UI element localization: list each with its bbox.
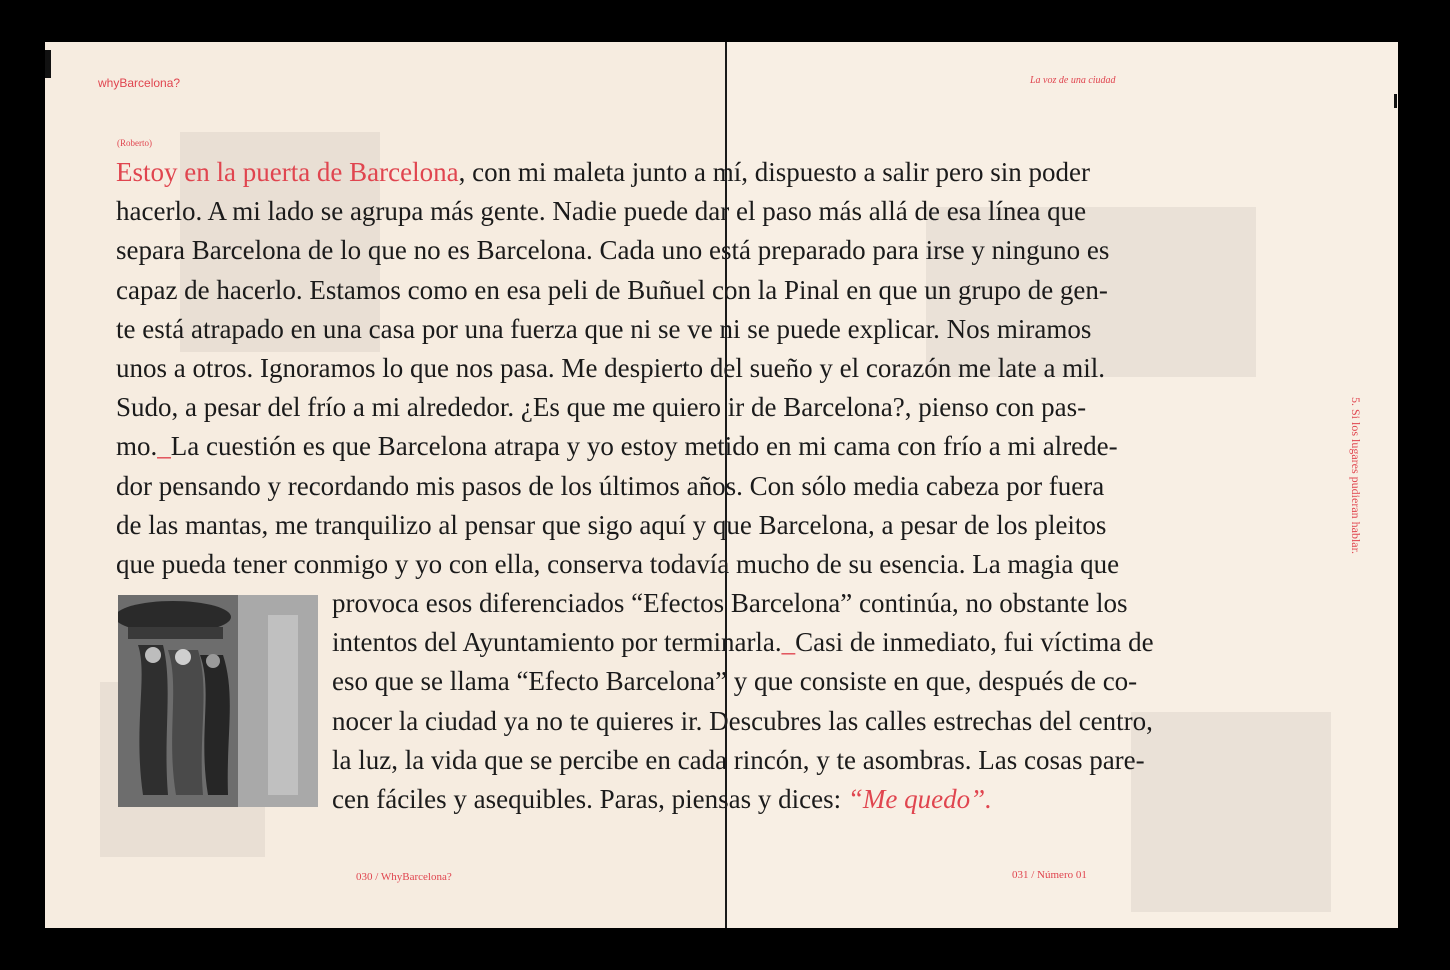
text-line: la luz, la vida que se percibe en cada rincón, y te asombras. Las cosas pare- <box>332 744 1145 775</box>
edge-mark <box>1394 94 1397 108</box>
edge-mark <box>45 50 51 78</box>
text-line: unos a otros. Ignoramos lo que nos pasa. Me despierto del sueño y el corazón me late a mil. <box>116 352 1105 383</box>
text-line: que pueda tener conmigo y yo con ella, conserva todavía mucho de su esencia. La magia que <box>116 548 1120 579</box>
running-header-right: La voz de una ciudad <box>1030 75 1116 86</box>
author-byline: (Roberto) <box>117 138 152 148</box>
text-line: separa Barcelona de lo que no es Barcelona. Cada uno está preparado para irse y ninguno es <box>116 235 1110 266</box>
text-line: mo._La cuestión es que Barcelona atrapa y yo estoy metido en mi cama con frío a mi alrede- <box>116 431 1118 462</box>
text-line: Sudo, a pesar del frío a mi alrededor. ¿Es que me quiero ir de Barcelona?, pienso con pas- <box>116 392 1087 423</box>
paragraph-mark: _ <box>781 627 796 658</box>
text-line: cen fáciles y asequibles. Paras, piensas y dices: “Me quedo”. <box>332 784 992 814</box>
text-line: intentos del Ayuntamiento por terminarla._Casi de inmediato, fui víctima de <box>332 627 1154 658</box>
fountain-photo <box>118 595 318 807</box>
page-folio-left: 030 / WhyBarcelona? <box>356 871 452 883</box>
page-folio-right: 031 / Número 01 <box>1012 869 1087 881</box>
text-line: provoca esos diferenciados “Efectos Barcelona” continúa, no obstante los <box>332 588 1128 619</box>
magazine-spread <box>45 42 1398 928</box>
text-line: hacerlo. A mi lado se agrupa más gente. Nadie puede dar el paso más allá de esa línea que <box>116 196 1087 227</box>
running-header-left: whyBarcelona? <box>98 76 181 90</box>
section-title-vertical: 5. Si los lugares pudieran hablar. <box>1349 397 1363 554</box>
text-line: capaz de hacerlo. Estamos como en esa peli de Buñuel con la Pinal en que un grupo de gen- <box>116 274 1108 305</box>
text-line: te está atrapado en una casa por una fuerza que ni se ve ni se puede explicar. Nos miramos <box>116 313 1092 344</box>
paragraph-mark: _ <box>157 431 171 462</box>
lead-in: Estoy en la puerta de Barcelona <box>116 157 459 187</box>
text-line: eso que se llama “Efecto Barcelona” y que consiste en que, después de co- <box>332 666 1138 697</box>
quote-highlight: “Me quedo”. <box>847 784 992 814</box>
text-line: Estoy en la puerta de Barcelona, con mi maleta junto a mí, dispuesto a salir pero sin poder <box>116 157 1090 187</box>
caryatid-fountain-image <box>118 595 318 807</box>
text-line: de las mantas, me tranquilizo al pensar que sigo aquí y que Barcelona, a pesar de los pleitos <box>116 509 1107 540</box>
text-line: nocer la ciudad ya no te quieres ir. Descubres las calles estrechas del centro, <box>332 705 1153 736</box>
text-line: dor pensando y recordando mis pasos de los últimos años. Con sólo media cabeza por fuera <box>116 470 1105 501</box>
